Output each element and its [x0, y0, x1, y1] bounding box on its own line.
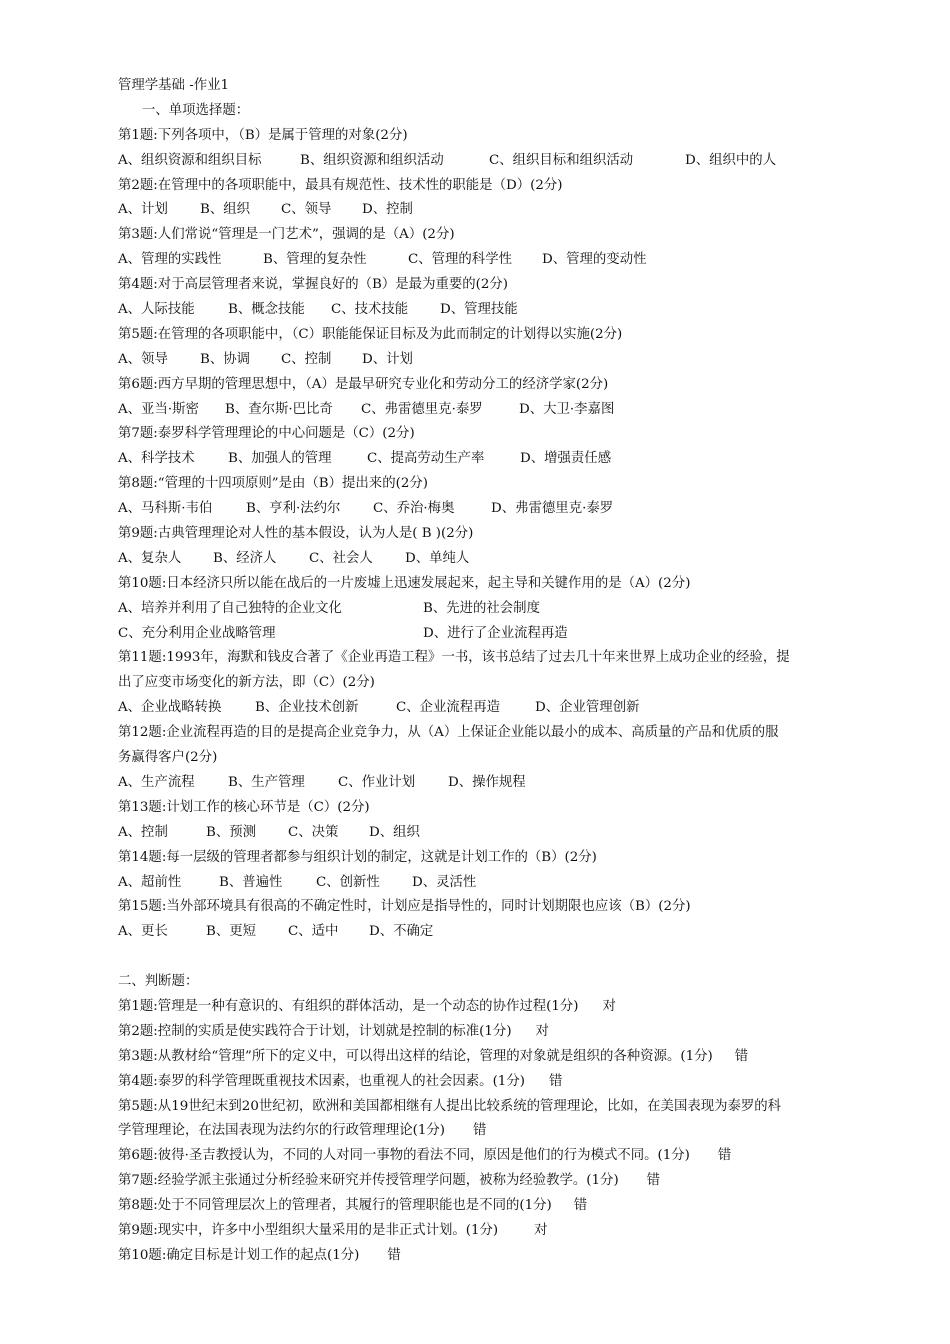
option-a: A、计划 [118, 202, 168, 218]
tf-item-9 [118, 1219, 838, 1244]
question-8-options [118, 497, 838, 522]
question-12-line1: 第12题:企业流程再造的目的是提高企业竞争力，从（A）上保证企业能以最小的成本、高质量的产品和优质的服 [118, 725, 779, 741]
option-b: B、亨利·法约尔 [246, 501, 341, 517]
tf-question: 第2题:控制的实质是使实践符合于计划，计划就是控制的标准(1分) [118, 1023, 512, 1039]
option-c: C、充分利用企业战略管理 [118, 625, 276, 641]
option-c: C、适中 [288, 924, 339, 940]
tf-item-8 [118, 1194, 838, 1219]
tf-question: 学管理理论，在法国表现为法约尔的行政管理理论(1分) [118, 1123, 445, 1139]
question-14: 第14题:每一层级的管理者都参与组织计划的制定，这就是计划工作的（B）(2分) [118, 849, 597, 865]
option-d: D、组织 [369, 824, 420, 840]
option-d: D、组织中的人 [685, 152, 777, 168]
question-14-options [118, 871, 838, 896]
question-13: 第13题:计划工作的核心环节是（C）(2分) [118, 799, 370, 815]
question-10-options-row1 [118, 597, 838, 622]
tf-item-2 [118, 1020, 838, 1045]
option-b: B、协调 [200, 351, 251, 367]
option-b: B、企业技术创新 [255, 700, 359, 716]
option-b: B、普遍性 [219, 874, 283, 890]
tf-item-1 [118, 995, 838, 1020]
question-3-options [118, 248, 838, 273]
option-d: D、不确定 [369, 924, 434, 940]
question-1-options [118, 149, 838, 174]
option-b: B、预测 [206, 824, 257, 840]
tf-answer: 对 [534, 1222, 548, 1238]
question-7-options [118, 447, 838, 472]
question-4-options [118, 298, 838, 323]
tf-question: 第4题:泰罗的科学管理既重视技术因素，也重视人的社会因素。(1分) [118, 1073, 525, 1089]
option-c: C、乔治·梅奥 [373, 501, 455, 517]
option-a: A、科学技术 [118, 451, 195, 467]
option-d: D、企业管理创新 [535, 700, 640, 716]
option-a: A、组织资源和组织目标 [118, 152, 262, 168]
option-d: D、管理的变动性 [542, 252, 647, 268]
option-b: B、组织 [200, 202, 251, 218]
option-d: D、增强责任感 [520, 451, 612, 467]
document-title: 管理学基础 -作业1 [118, 78, 230, 93]
tf-question: 第6题:彼得·圣吉教授认为，不同的人对同一事物的看法不同，原因是他们的行为模式不同。(1分) [118, 1148, 690, 1164]
option-c: C、技术技能 [331, 302, 409, 318]
option-a: A、马科斯·韦伯 [118, 501, 213, 517]
tf-question: 第3题:从教材给“管理”所下的定义中，可以得出这样的结论，管理的对象就是组织的各种资源。(1分) [118, 1048, 713, 1064]
tf-answer: 错 [472, 1123, 487, 1139]
tf-answer: 对 [535, 1023, 549, 1039]
option-a: A、人际技能 [118, 302, 195, 318]
document-content [118, 74, 838, 1269]
tf-answer: 错 [717, 1148, 732, 1164]
section-spacer [118, 945, 838, 970]
tf-question: 第9题:现实中，许多中小型组织大量采用的是非正式计划。(1分) [118, 1222, 499, 1238]
section-1-heading: 一、单项选择题： [142, 102, 250, 118]
question-8: 第8题:“管理的十四项原则”是由（B）提出来的(2分) [118, 476, 428, 492]
tf-question: 第10题:确定目标是计划工作的起点(1分) [118, 1247, 360, 1263]
option-b: B、查尔斯·巴比奇 [225, 401, 333, 417]
tf-question: 第8题:处于不同管理层次上的管理者，其履行的管理职能也是不同的(1分) [118, 1198, 552, 1214]
question-13-options [118, 821, 838, 846]
question-10-options-row2 [118, 622, 838, 647]
tf-answer: 错 [734, 1048, 749, 1064]
question-3: 第3题:人们常说“管理是一门艺术”，强调的是（A）(2分) [118, 227, 455, 243]
option-a: A、超前性 [118, 874, 182, 890]
question-5: 第5题:在管理的各项职能中，（C）职能能保证目标及为此而制定的计划得以实施(2分) [118, 326, 623, 342]
tf-question: 第7题:经验学派主张通过分析经验来研究并传授管理学问题，被称为经验教学。(1分) [118, 1173, 619, 1189]
option-a: A、控制 [118, 824, 168, 840]
question-7: 第7题:泰罗科学管理理论的中心问题是（C）(2分) [118, 426, 415, 442]
tf-item-4 [118, 1070, 838, 1095]
option-c: C、组织目标和组织活动 [489, 152, 634, 168]
option-a: A、企业战略转换 [118, 700, 222, 716]
option-c: C、控制 [281, 351, 332, 367]
option-a: A、复杂人 [118, 550, 182, 566]
option-a: A、亚当·斯密 [118, 401, 199, 417]
option-b: B、经济人 [213, 550, 277, 566]
tf-item-7 [118, 1169, 838, 1194]
option-a: A、更长 [118, 924, 168, 940]
tf-answer: 错 [548, 1073, 563, 1089]
option-d: D、控制 [362, 202, 413, 218]
tf-item-10 [118, 1244, 838, 1269]
tf-item-5-line2 [118, 1119, 838, 1144]
tf-answer: 错 [387, 1247, 401, 1263]
option-d: D、操作规程 [448, 774, 526, 790]
question-2: 第2题:在管理中的各项职能中，最具有规范性、技术性的职能是（D）(2分) [118, 177, 563, 193]
option-c: C、提高劳动生产率 [367, 451, 485, 467]
option-a: A、生产流程 [118, 774, 195, 790]
question-1: 第1题:下列各项中，（B）是属于管理的对象(2分) [118, 127, 408, 143]
option-b: B、生产管理 [228, 774, 305, 790]
option-b: B、加强人的管理 [228, 451, 332, 467]
option-c: C、企业流程再造 [396, 700, 500, 716]
question-10: 第10题:日本经济只所以能在战后的一片废墟上迅速发展起来，起主导和关键作用的是（A）(2分) [118, 575, 691, 591]
question-5-options [118, 348, 838, 373]
option-d: D、大卫·李嘉图 [519, 401, 615, 417]
option-d: D、管理技能 [440, 302, 518, 318]
tf-item-3 [118, 1045, 838, 1070]
option-a: A、管理的实践性 [118, 252, 222, 268]
tf-item-6 [118, 1144, 838, 1169]
question-6-options [118, 398, 838, 423]
option-c: C、社会人 [309, 550, 373, 566]
option-c: C、创新性 [316, 874, 380, 890]
question-2-options [118, 198, 838, 223]
option-d: D、灵活性 [412, 874, 477, 890]
option-a: A、领导 [118, 351, 168, 367]
question-11-line2: 出了应变市场变化的新方法，即（C）(2分) [118, 675, 375, 691]
option-c: C、管理的科学性 [408, 252, 512, 268]
question-12-options [118, 771, 838, 796]
question-11-line1: 第11题:1993年，海默和钱皮合著了《企业再造工程》一书，该书总结了过去几十年来世界上成功企业的经验，提 [118, 650, 790, 666]
option-c: C、领导 [281, 202, 332, 218]
option-d: D、单纯人 [405, 550, 470, 566]
question-4: 第4题:对于高层管理者来说，掌握良好的（B）是最为重要的(2分) [118, 277, 508, 293]
option-c: C、决策 [288, 824, 339, 840]
option-b: B、组织资源和组织活动 [300, 152, 444, 168]
question-15: 第15题:当外部环境具有很高的不确定性时，计划应是指导性的，同时计划期限也应该（B）(2分) [118, 899, 691, 915]
tf-answer: 对 [602, 998, 616, 1014]
question-12-line2: 务赢得客户(2分) [118, 750, 218, 766]
option-d: D、计划 [362, 351, 413, 367]
question-11-options [118, 696, 838, 721]
option-b: B、更短 [206, 924, 257, 940]
question-9: 第9题:古典管理理论对人性的基本假设，认为人是( B )(2分) [118, 526, 474, 542]
option-a: A、培养并利用了自己独特的企业文化 [118, 600, 342, 616]
option-c: C、作业计划 [338, 774, 416, 790]
tf-question: 第1题:管理是一种有意识的、有组织的群体活动，是一个动态的协作过程(1分) [118, 998, 579, 1014]
question-6: 第6题:西方早期的管理思想中，（A）是最早研究专业化和劳动分工的经济学家(2分) [118, 376, 609, 392]
question-15-options [118, 920, 838, 945]
tf-answer: 错 [646, 1173, 661, 1189]
option-b: B、先进的社会制度 [423, 600, 540, 616]
tf-answer: 错 [573, 1198, 588, 1214]
question-9-options [118, 547, 838, 572]
option-d: D、弗雷德里克·泰罗 [491, 501, 614, 517]
option-d: D、进行了企业流程再造 [423, 625, 568, 641]
option-b: B、管理的复杂性 [263, 252, 367, 268]
tf-item-5-line1: 第5题:从19世纪末到20世纪初，欧洲和美国都相继有人提出比较系统的管理理论，比如，在美国表现为泰罗的科 [118, 1098, 782, 1114]
section-2-heading: 二、判断题： [118, 974, 199, 990]
option-c: C、弗雷德里克·泰罗 [361, 401, 483, 417]
option-b: B、概念技能 [228, 302, 305, 318]
